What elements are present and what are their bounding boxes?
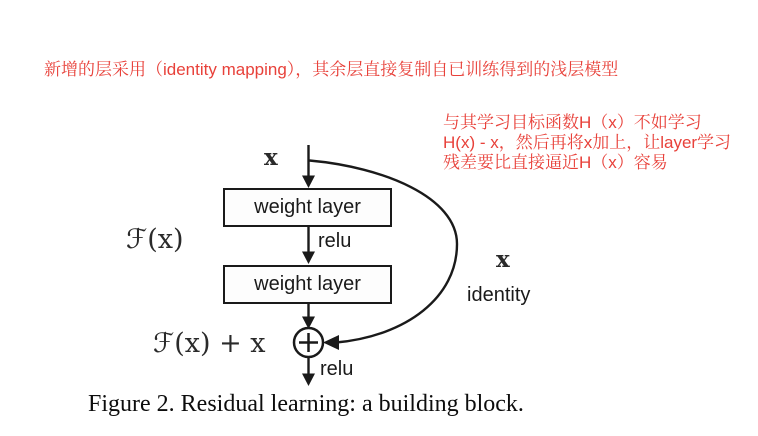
annotation-side-line3: 残差要比直接逼近H（x）容易 <box>443 153 668 172</box>
annotation-side-line2: H(x) - x，然后再将x加上，让layer学习 <box>443 133 732 152</box>
residual-function-label: ℱ(x) <box>126 224 184 255</box>
figure-caption: Figure 2. Residual learning: a building block. <box>88 391 524 417</box>
annotation-side-line1: 与其学习目标函数H（x）不如学习 <box>443 113 702 132</box>
weight-layer-1-label: weight layer <box>254 196 361 218</box>
input-arrowhead-icon <box>302 176 315 189</box>
weight-layer-1-box <box>223 188 392 227</box>
output-sum-label: ℱ(x) + x <box>153 328 266 359</box>
input-x-label: x <box>264 144 278 171</box>
weight-layer-2-box <box>223 265 392 304</box>
relu-bottom-label: relu <box>320 358 354 380</box>
plus-icon <box>294 328 323 357</box>
relu-mid-label: relu <box>318 230 352 252</box>
shortcut-arrowhead-icon <box>323 335 339 350</box>
weight-layer-2-label: weight layer <box>254 273 361 295</box>
shortcut-x-label: x <box>496 246 510 273</box>
identity-label: identity <box>467 284 531 306</box>
relu-arrowhead-icon <box>302 252 315 265</box>
annotation-top-note: 新增的层采用（identity mapping），其余层直接复制自已训练得到的浅层模型 <box>44 60 619 79</box>
output-arrowhead-icon <box>302 374 315 387</box>
